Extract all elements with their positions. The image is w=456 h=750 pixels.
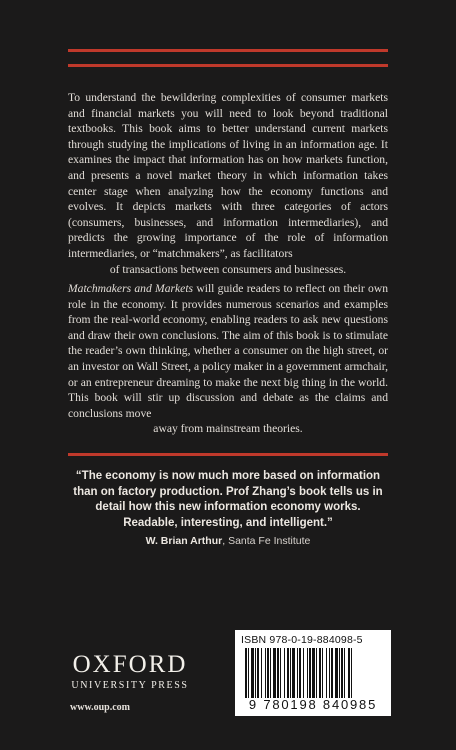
blurb-paragraph-2 xyxy=(68,281,388,437)
blurb-paragraph-1 xyxy=(68,90,388,277)
publisher-subtitle: UNIVERSITY PRESS xyxy=(71,680,189,691)
blurb-paragraph-2-text: will guide readers to reflect on their own role in the economy. It provides numerous scenarios and examples from the real-world economy, enabling readers to ask new questions and draw their own conclusions. The aim of this book is to stimulate the reader’s own thinking, whether a consumer on the high street, or an investor on Wall Street, a policy maker in a government armchair, or an entrepreneur dreaming to make the next big thing in the world. This book will stir up discussion and debate as the claims and conclusions move xyxy=(68,282,388,420)
book-title: Matchmakers and Markets xyxy=(68,282,194,295)
blurb-paragraph-1-last-line: of transactions between consumers and businesses. xyxy=(109,262,347,276)
endorser-affiliation: , Santa Fe Institute xyxy=(222,535,311,547)
blurb-paragraph-2-last-line: away from mainstream theories. xyxy=(153,422,303,436)
endorser-name: W. Brian Arthur xyxy=(145,535,223,547)
endorsement-quote xyxy=(68,469,388,531)
blurb-paragraph-1-text: To understand the bewildering complexities of consumer markets and financial markets you will need to look beyond traditional textbooks. This book aims to better understand current markets through studying the implications of living in an information age. It examines the impact that information has on how markets function, and presents a novel market theory in which information takes center stage when analyzing how the economy functions and evolves. It depicts markets with three categories of actors (consumers, businesses, and information intermediaries), and predicts the growing importance of the role of information intermediaries, or “matchmakers”, as facilitators xyxy=(68,91,388,260)
top-rule-2 xyxy=(68,64,388,67)
quote-rule-1 xyxy=(68,453,388,456)
isbn-digits: 9 780198 840985 xyxy=(248,697,378,712)
publisher-name: OXFORD xyxy=(72,651,188,678)
isbn-barcode xyxy=(235,630,391,716)
endorsement-attribution xyxy=(68,535,388,547)
isbn-label: ISBN 978-0-19-884098-5 xyxy=(241,634,363,646)
endorsement-text: “The economy is now much more based on information than on factory production. Prof Zhang’s book tells us in detail how this new information economy works. Readable, interesting, and intelligent.” xyxy=(73,470,383,529)
publisher-url: www.oup.com xyxy=(70,702,131,713)
top-rule-1 xyxy=(68,49,388,52)
publisher-logo xyxy=(70,652,190,691)
barcode-bars xyxy=(245,648,381,698)
